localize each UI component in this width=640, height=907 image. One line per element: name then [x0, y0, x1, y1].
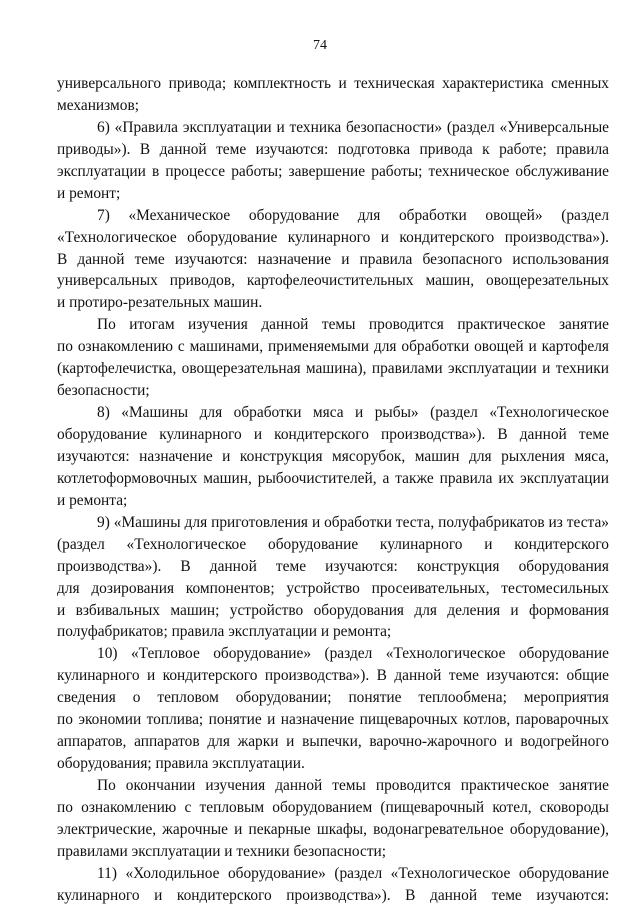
text-line: и ремонт; [57, 184, 121, 202]
page-number: 74 [313, 38, 327, 53]
text-line: «Технологическое оборудование кулинарного и кондитерского производства»). [57, 228, 609, 246]
text-line: механизмов; [57, 96, 140, 114]
text-line: аппаратов, аппаратов для жарки и выпечки, варочно-жарочного и водогрейного [57, 733, 609, 751]
text-line: эксплуатации в процессе работы; завершение работы; техническое обслуживание [57, 162, 609, 180]
text-line: 7) «Механическое оборудование для обработки овощей» (раздел [97, 206, 609, 224]
text-line: универсального привода; комплектность и техническая характеристика сменных [57, 75, 609, 92]
text-line: электрические, жарочные и пекарные шкафы, водонагревательное оборудование), [57, 820, 609, 838]
body-text [57, 73, 609, 907]
text-line: для дозирования компонентов; устройство просеивательных, тестомесильных [57, 579, 609, 597]
text-line: (раздел «Технологическое оборудование кулинарного и кондитерского [57, 535, 609, 553]
text-line: 9) «Машины для приготовления и обработки теста, полуфабрикатов из теста» [97, 513, 609, 531]
text-line: 10) «Тепловое оборудование» (раздел «Технологическое оборудование [97, 645, 609, 663]
text-line: 8) «Машины для обработки мяса и рыбы» (раздел «Технологическое [97, 404, 609, 422]
text-line: 11) «Холодильное оборудование» (раздел «Технологическое оборудование [97, 864, 609, 882]
text-line: безопасности; [57, 382, 150, 400]
text-line: полуфабрикатов; правила эксплуатации и ремонта; [57, 623, 392, 641]
text-line: изучаются: назначение и конструкция мясорубок, машин для рыхления мяса, [57, 447, 609, 465]
text-line: правилами эксплуатации и техники безопасности; [57, 842, 387, 860]
text-line: и ремонта; [57, 491, 128, 509]
text-line: оборудование кулинарного и кондитерского производства»). В данной теме [57, 426, 609, 443]
text-line: по экономии топлива; понятие и назначение пищеварочных котлов, пароварочных [57, 711, 609, 729]
text-line: оборудования; правила эксплуатации. [57, 755, 305, 773]
text-line: кулинарного и кондитерского производства»). В данной теме изучаются: общие [57, 667, 609, 685]
text-line: производства»). В данной теме изучаются: конструкция оборудования [57, 557, 609, 575]
text-line: 6) «Правила эксплуатации и техника безопасности» (раздел «Универсальные [97, 118, 609, 136]
text-line: по ознакомлению с тепловым оборудованием (пищеварочный котел, сковороды [57, 798, 609, 816]
text-line: (картофелечистка, овощерезательная машина), правилами эксплуатации и техники [57, 360, 609, 378]
text-line: сведения о тепловом оборудовании; понятие теплообмена; мероприятия [57, 689, 609, 707]
text-line: котлетоформовочных машин, рыбоочистителей, а также правила их эксплуатации [57, 469, 609, 487]
text-line: По окончании изучения данной темы проводится практическое занятие [97, 777, 609, 794]
text-line: кулинарного и кондитерского производства»). В данной теме изучаются: [57, 886, 609, 904]
text-line: и взбивальных машин; устройство оборудования для деления и формования [57, 601, 609, 619]
text-line: По итогам изучения данной темы проводится практическое занятие [97, 316, 609, 334]
text-line: В данной теме изучаются: назначение и правила безопасного использования [57, 250, 609, 268]
text-line: универсальных приводов, картофелеочистительных машин, овощерезательных [57, 272, 609, 290]
text-line: по ознакомлению с машинами, применяемыми для обработки овощей и картофеля [57, 338, 609, 356]
text-line: приводы»). В данной теме изучаются: подготовка привода к работе; правила [57, 140, 609, 158]
text-line: и протиро-резательных машин. [57, 294, 263, 312]
